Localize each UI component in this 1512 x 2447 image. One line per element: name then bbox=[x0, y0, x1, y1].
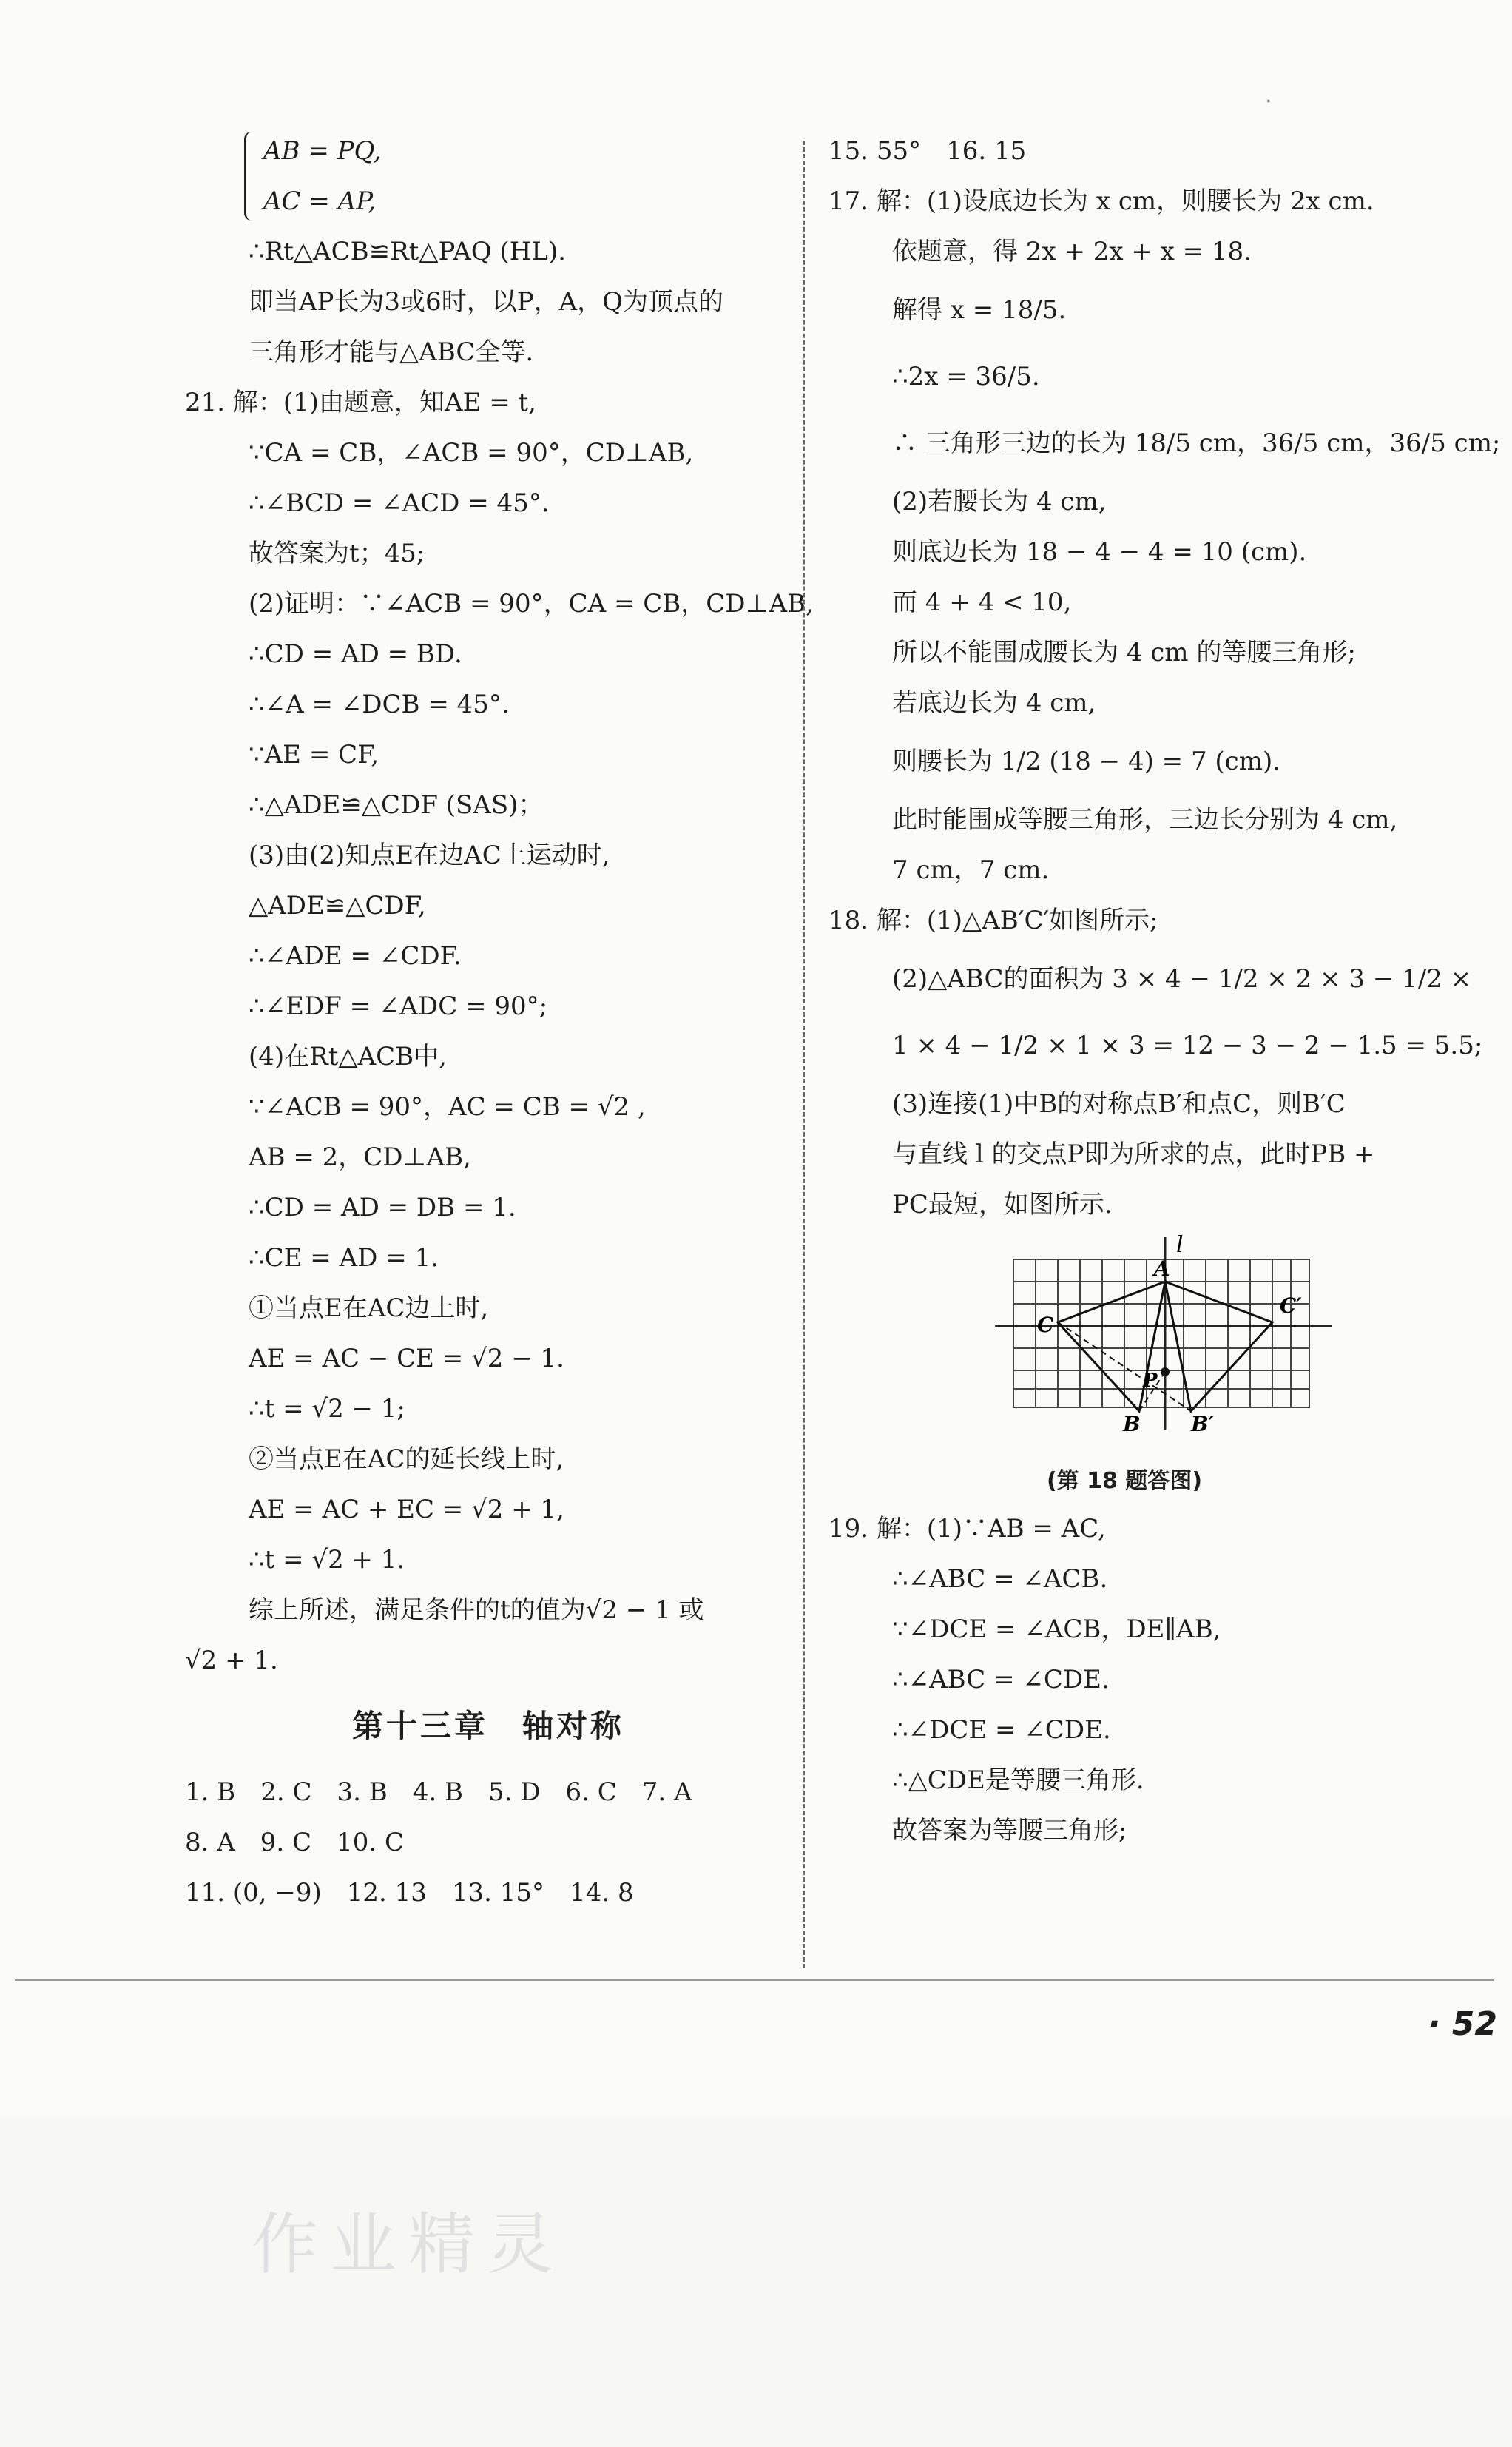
text-line: 解得 x = 18/5. bbox=[892, 295, 1067, 325]
text-line: ∴CD = AD = DB = 1. bbox=[249, 1193, 516, 1222]
answer-row: 8. A 9. C 10. C bbox=[185, 1828, 404, 1857]
grid-figure bbox=[828, 1230, 1420, 1459]
footer-rule bbox=[15, 1979, 1494, 1981]
chapter-title: 第十三章 轴对称 bbox=[351, 1708, 624, 1744]
text-line: (2)若腰长为 4 cm, bbox=[892, 487, 1107, 516]
text-line: PC最短，如图所示. bbox=[892, 1190, 1113, 1219]
text-line: ∴2x = 36/5. bbox=[892, 362, 1040, 391]
label-a: A bbox=[1154, 1256, 1170, 1281]
answer-row: 1. B 2. C 3. B 4. B 5. D 6. C 7. A bbox=[185, 1777, 692, 1807]
text-line: △ADE≌△CDF, bbox=[249, 891, 426, 920]
text-line: ∴△ADE≌△CDF (SAS)； bbox=[249, 790, 544, 820]
text-line: ∴∠EDF = ∠ADC = 90°; bbox=[249, 992, 548, 1021]
left-brace bbox=[244, 132, 257, 221]
text-line: 依题意，得 2x + 2x + x = 18. bbox=[892, 237, 1252, 266]
system-line: AB = PQ, bbox=[263, 136, 382, 166]
text-line: ∴∠BCD = ∠ACD = 45°. bbox=[249, 488, 550, 518]
text-line: ∴CD = AD = BD. bbox=[249, 639, 462, 669]
text-line: (3)连接(1)中B的对称点B′和点C，则B′C bbox=[892, 1089, 1346, 1119]
text-line: (2)证明：∵∠ACB = 90°，CA = CB，CD⊥AB, bbox=[249, 589, 814, 619]
text-line: √2 + 1. bbox=[185, 1646, 278, 1675]
text-line: ∵CA = CB，∠ACB = 90°，CD⊥AB, bbox=[249, 438, 694, 468]
text-line: ∴t = √2 + 1. bbox=[249, 1545, 405, 1575]
right-column bbox=[828, 126, 1501, 1856]
label-b-prime: B′ bbox=[1191, 1412, 1215, 1436]
text-line: (2)△ABC的面积为 3 × 4 − 1/2 × 2 × 3 − 1/2 × bbox=[892, 964, 1472, 994]
text-line: 1 × 4 − 1/2 × 1 × 3 = 12 − 3 − 2 − 1.5 = 5.5; bbox=[892, 1031, 1483, 1060]
text-line: ∵∠ACB = 90°，AC = CB = √2 , bbox=[249, 1092, 646, 1122]
grid-lines bbox=[1013, 1259, 1309, 1407]
label-p: P bbox=[1143, 1370, 1158, 1392]
text-line: 此时能围成等腰三角形，三边长分别为 4 cm, bbox=[892, 805, 1398, 835]
text-line: 综上所述，满足条件的t的值为√2 − 1 或 bbox=[249, 1595, 704, 1625]
text-line: ∴∠DCE = ∠CDE. bbox=[892, 1715, 1111, 1745]
text-line: 若底边长为 4 cm, bbox=[892, 688, 1096, 718]
point-p bbox=[1161, 1367, 1170, 1376]
text-line: ∵∠DCE = ∠ACB，DE∥AB, bbox=[892, 1615, 1221, 1644]
text-line: AE = AC − CE = √2 − 1. bbox=[249, 1344, 564, 1373]
figure-caption: (第 18 题答图) bbox=[1046, 1468, 1203, 1494]
text-line: ②当点E在AC的延长线上时, bbox=[249, 1444, 564, 1474]
label-b: B bbox=[1123, 1412, 1141, 1436]
text-line: 故答案为等腰三角形; bbox=[892, 1816, 1127, 1845]
watermark: 作业精灵 bbox=[252, 2206, 565, 2283]
column-divider bbox=[803, 141, 805, 1968]
symmetry-diagram bbox=[828, 1230, 1420, 1459]
label-c-prime: C′ bbox=[1280, 1293, 1302, 1318]
label-l: l bbox=[1176, 1232, 1184, 1258]
triangle-ab-prime-c-prime bbox=[1165, 1282, 1272, 1411]
text-line: 而 4 + 4 < 10, bbox=[892, 588, 1072, 617]
question-19: 19. 解：(1)∵AB = AC, bbox=[828, 1514, 1106, 1544]
text-line: ∴∠ADE = ∠CDF. bbox=[249, 941, 462, 971]
text-line: 所以不能围成腰长为 4 cm 的等腰三角形; bbox=[892, 638, 1356, 667]
text-line: ∴∠ABC = ∠CDE. bbox=[892, 1665, 1110, 1694]
page-number: · 52 bbox=[1428, 2005, 1497, 2043]
answer-row: 11. (0, −9) 12. 13 13. 15° 14. 8 bbox=[185, 1878, 634, 1908]
text-line: 则腰长为 1/2 (18 − 4) = 7 (cm). bbox=[892, 747, 1281, 776]
text-line: 则底边长为 18 − 4 − 4 = 10 (cm). bbox=[892, 537, 1307, 567]
question-17: 17. 解：(1)设底边长为 x cm，则腰长为 2x cm. bbox=[828, 186, 1374, 216]
left-column bbox=[185, 126, 814, 1918]
text-line: (3)由(2)知点E在边AC上运动时, bbox=[249, 841, 610, 870]
text-line: ∴∠ABC = ∠ACB. bbox=[892, 1564, 1108, 1594]
text-line: ∴∠A = ∠DCB = 45°. bbox=[249, 690, 510, 719]
system-line: AC = AP, bbox=[263, 186, 377, 216]
text-line: ∴t = √2 − 1; bbox=[249, 1394, 405, 1424]
text-line: 即当AP长为3或6时，以P，A，Q为顶点的 bbox=[249, 287, 723, 317]
label-c: C bbox=[1037, 1313, 1054, 1337]
text-line: 三角形才能与△ABC全等. bbox=[249, 337, 534, 367]
text-line: ∴△CDE是等腰三角形. bbox=[892, 1766, 1144, 1795]
text-line: ∴ 三角形三边的长为 18/5 cm，36/5 cm，36/5 cm; bbox=[892, 428, 1501, 458]
question-18: 18. 解：(1)△AB′C′如图所示; bbox=[828, 906, 1158, 935]
equation-system bbox=[185, 126, 792, 226]
text-line: ①当点E在AC边上时, bbox=[249, 1293, 489, 1323]
text-line: 7 cm，7 cm. bbox=[892, 855, 1050, 885]
text-line: (4)在Rt△ACB中, bbox=[249, 1042, 447, 1071]
text-line: 故答案为t；45; bbox=[249, 539, 425, 568]
text-line: 与直线 l 的交点P即为所求的点，此时PB + bbox=[892, 1140, 1375, 1169]
corner-mark: · bbox=[1265, 89, 1272, 115]
text-line: ∴Rt△ACB≌Rt△PAQ (HL). bbox=[249, 237, 567, 266]
question-21: 21. 解：(1)由题意，知AE = t, bbox=[185, 388, 536, 417]
text-line: AB = 2，CD⊥AB, bbox=[249, 1142, 471, 1172]
text-line: ∵AE = CF, bbox=[249, 740, 379, 770]
text-line: AE = AC + EC = √2 + 1, bbox=[249, 1495, 564, 1524]
answer-row: 15. 55° 16. 15 bbox=[828, 136, 1027, 166]
text-line: ∴CE = AD = 1. bbox=[249, 1243, 439, 1273]
